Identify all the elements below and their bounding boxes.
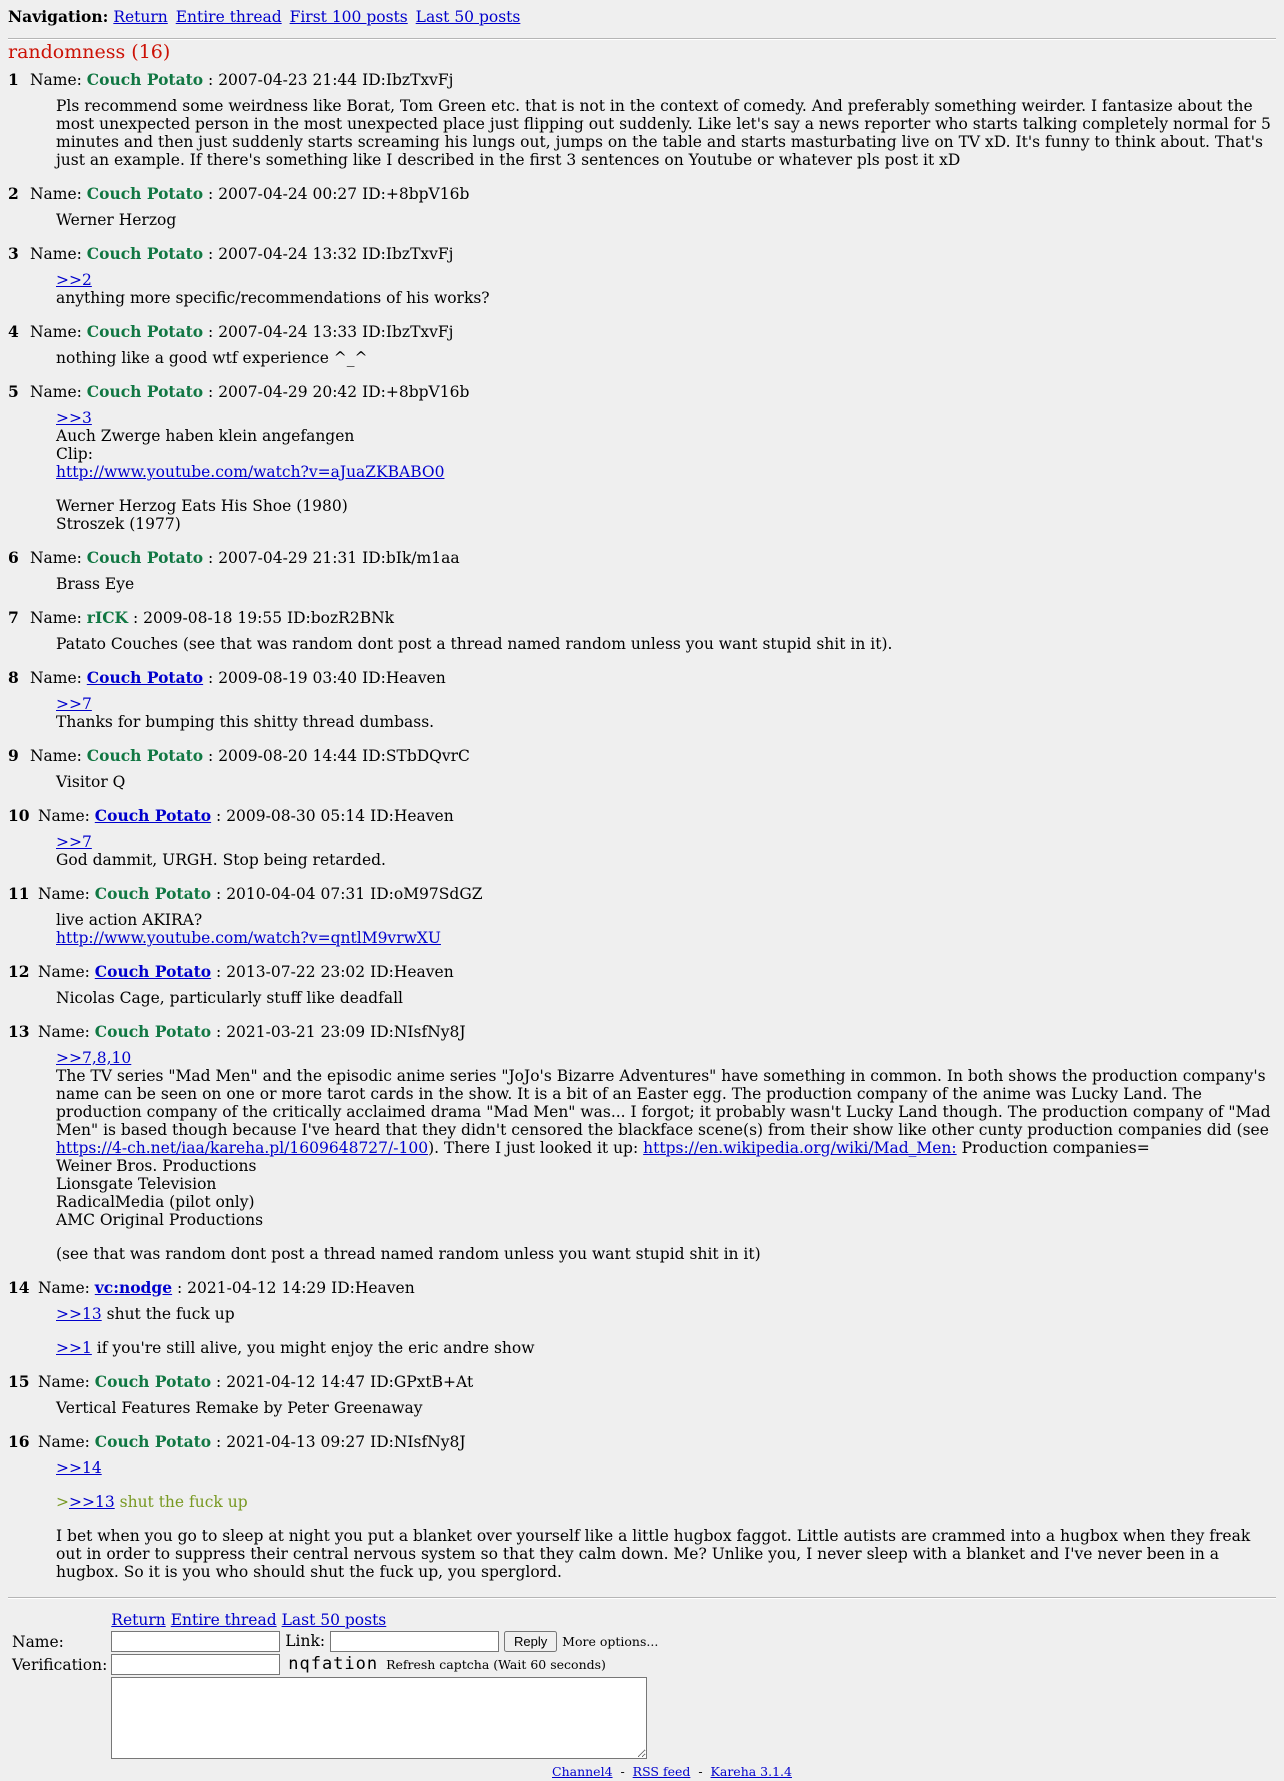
post-meta: : 2007-04-24 13:33 ID:IbzTxvFj — [208, 323, 454, 341]
nav-last-50-link[interactable]: Last 50 posts — [415, 8, 521, 26]
post — [8, 71, 1276, 169]
more-options-toggle[interactable]: More options... — [562, 1634, 659, 1649]
youtube-link[interactable]: http://www.youtube.com/watch?v=qntlM9vrwXU — [56, 929, 441, 947]
post-body — [56, 911, 1276, 947]
post-name-label: Name: — [37, 807, 90, 825]
company-item: AMC Original Productions — [56, 1211, 264, 1229]
post-number[interactable]: 6 — [8, 548, 19, 567]
post-body — [56, 989, 1276, 1007]
reply-link[interactable]: >>7 — [56, 695, 92, 713]
post-name-label: Name: — [37, 1023, 90, 1041]
poster-name: Couch Potato — [94, 1372, 212, 1391]
poster-name: Couch Potato — [86, 244, 204, 263]
post-text: Pls recommend some weirdness like Borat, Tom Green etc. that is not in the context of comedy. And preferably something weirder. I fantasize about the most unexpected person in the most unexpected place just flipping out suddenly. Like let's say a news reporter who starts talking completely normal for 5 minutes and then just suddenly starts screaming his lungs out, jumps on the table and starts masturbating live on TV xD. It's funny to think about. That's just an example. If there's something like I described in the first 3 sentences on Youtube or whatever pls post it xD — [56, 97, 1271, 169]
post-header — [8, 245, 1276, 263]
nav-entire-thread-link[interactable]: Entire thread — [175, 8, 282, 26]
post-header — [8, 609, 1276, 627]
post-name-label: Name: — [37, 963, 90, 981]
post-meta: : 2009-08-19 03:40 ID:Heaven — [208, 669, 446, 687]
poster-name-link[interactable]: Couch Potato — [86, 668, 204, 687]
post-text: Brass Eye — [56, 575, 135, 593]
post-name-label: Name: — [29, 669, 82, 687]
post — [8, 609, 1276, 653]
company-item: RadicalMedia (pilot only) — [56, 1193, 255, 1211]
nav-return-link[interactable]: Return — [113, 8, 168, 26]
post-name-label: Name: — [29, 549, 82, 567]
post-text: Nicolas Cage, particularly stuff like deadfall — [56, 989, 403, 1007]
post-number[interactable]: 15 — [8, 1372, 30, 1391]
post-meta: : 2007-04-24 00:27 ID:+8bpV16b — [208, 185, 470, 203]
link-input[interactable] — [330, 1631, 499, 1652]
post-name-label: Name: — [29, 323, 82, 341]
post-text: Patato Couches (see that was random dont post a thread named random unless you want stupid shit in it). — [56, 635, 893, 653]
post-number[interactable]: 2 — [8, 184, 19, 203]
post-text: The TV series "Mad Men" and the episodic anime series "JoJo's Bizarre Adventures" have something in common. In both shows the production company's name can be seen on one or more tarot cards in the show. It is a bit of an Easter egg. The production company of the anime was Lucky Land. The production company of the critically acclaimed drama "Mad Men" was... I forgot; it probably wasn't Lucky Land though. The production company of "Mad Men" is based though because I've heard that they didn't censored the blackface scene(s) from their show like other cunty production companies did (see — [56, 1067, 1271, 1139]
post-number[interactable]: 14 — [8, 1278, 30, 1297]
captcha-image: nqfation — [288, 1654, 379, 1674]
post-body — [56, 349, 1276, 367]
post-header — [8, 1279, 1276, 1297]
poster-name-link[interactable]: Couch Potato — [94, 806, 212, 825]
post-text: Clip: — [56, 445, 93, 463]
wikipedia-link[interactable]: https://en.wikipedia.org/wiki/Mad_Men: — [643, 1139, 957, 1157]
post-meta: : 2007-04-29 20:42 ID:+8bpV16b — [208, 383, 470, 401]
post-number[interactable]: 8 — [8, 668, 19, 687]
post-text: Thanks for bumping this shitty thread dumbass. — [56, 713, 435, 731]
post — [8, 1279, 1276, 1357]
poster-name: Couch Potato — [86, 548, 204, 567]
post-meta: : 2009-08-30 05:14 ID:Heaven — [216, 807, 454, 825]
reply-link[interactable]: >>7 — [56, 833, 92, 851]
post-text: Vertical Features Remake by Peter Greenaway — [56, 1399, 423, 1417]
post-text: Production companies= — [956, 1139, 1150, 1157]
post-text: Auch Zwerge haben klein angefangen — [56, 427, 355, 445]
poster-name: Couch Potato — [86, 70, 204, 89]
refresh-captcha-link[interactable]: Refresh captcha (Wait 60 seconds) — [386, 1657, 606, 1672]
post-number[interactable]: 1 — [8, 70, 19, 89]
spacer — [56, 1229, 1276, 1245]
post-number[interactable]: 10 — [8, 806, 30, 825]
post — [8, 1433, 1276, 1581]
post-body — [56, 575, 1276, 593]
spacer — [56, 1323, 1276, 1339]
post-header — [8, 885, 1276, 903]
poster-name: Couch Potato — [94, 1432, 212, 1451]
quote-prefix: > — [56, 1493, 69, 1511]
post-name-label: Name: — [37, 1279, 90, 1297]
post-meta: : 2010-04-04 07:31 ID:oM97SdGZ — [216, 885, 483, 903]
form-return-link[interactable]: Return — [111, 1611, 166, 1629]
post-header — [8, 1433, 1276, 1451]
post-name-label: Name: — [37, 1373, 90, 1391]
post-meta: : 2009-08-20 14:44 ID:STbDQvrC — [208, 747, 470, 765]
navigation-bar — [8, 8, 1276, 26]
footer-channel4-link[interactable]: Channel4 — [552, 1764, 613, 1779]
poster-name: Couch Potato — [94, 884, 212, 903]
post-header — [8, 383, 1276, 401]
post-meta: : 2007-04-29 21:31 ID:bIk/m1aa — [208, 549, 460, 567]
poster-name-link[interactable]: Couch Potato — [94, 962, 212, 981]
post-text: anything more specific/recommendations of his works? — [56, 289, 490, 307]
footer-kareha-link[interactable]: Kareha 3.1.4 — [710, 1764, 792, 1779]
post-meta: : 2009-08-18 19:55 ID:bozR2BNk — [132, 609, 395, 627]
post-name-label: Name: — [29, 747, 82, 765]
post-header — [8, 963, 1276, 981]
post-header — [8, 747, 1276, 765]
footer-separator: - — [698, 1764, 703, 1779]
post-body — [56, 695, 1276, 731]
link-field-label: Link: — [285, 1632, 326, 1650]
form-last-50-link[interactable]: Last 50 posts — [281, 1611, 387, 1629]
reply-link[interactable]: >>1 — [56, 1339, 92, 1357]
thread-title: randomness (16) — [8, 41, 171, 63]
post-header — [8, 549, 1276, 567]
post-header — [8, 1023, 1276, 1041]
footer — [68, 1763, 1276, 1781]
form-nav-links — [110, 1611, 659, 1629]
reply-link[interactable]: >>13 — [69, 1493, 115, 1511]
post — [8, 807, 1276, 869]
spacer — [56, 481, 1276, 497]
post-body — [56, 211, 1276, 229]
reply-link[interactable]: >>14 — [56, 1459, 102, 1477]
quote-text: shut the fuck up — [114, 1493, 248, 1511]
post-header — [8, 323, 1276, 341]
post-meta: : 2021-03-21 23:09 ID:NIsfNy8J — [216, 1023, 466, 1041]
post-header — [8, 1373, 1276, 1391]
greentext-quote — [56, 1493, 248, 1511]
footer-rss-link[interactable]: RSS feed — [632, 1764, 691, 1779]
post-header — [8, 669, 1276, 687]
post-meta: : 2013-07-22 23:02 ID:Heaven — [216, 963, 454, 981]
comment-textarea[interactable] — [111, 1677, 647, 1759]
post — [8, 1023, 1276, 1263]
youtube-link[interactable]: http://www.youtube.com/watch?v=aJuaZKBABO0 — [56, 463, 445, 481]
post-body — [56, 97, 1276, 169]
poster-name-link[interactable]: vc:nodge — [94, 1278, 173, 1297]
post-name-label: Name: — [29, 245, 82, 263]
post-text: ). There I just looked it up: — [428, 1139, 644, 1157]
poster-name: Couch Potato — [86, 184, 204, 203]
post-text: live action AKIRA? — [56, 911, 203, 929]
reply-button[interactable]: Reply — [504, 1631, 557, 1652]
post-name-label: Name: — [37, 885, 90, 903]
post-body — [56, 1305, 1276, 1357]
name-input[interactable] — [111, 1631, 280, 1652]
post-body — [56, 1399, 1276, 1417]
post-number[interactable]: 4 — [8, 322, 19, 341]
post — [8, 1373, 1276, 1417]
nav-first-100-link[interactable]: First 100 posts — [289, 8, 408, 26]
post-text: Werner Herzog — [56, 211, 177, 229]
post-number[interactable]: 13 — [8, 1022, 30, 1041]
post-name-label: Name: — [37, 1433, 90, 1451]
post-meta: : 2007-04-24 13:32 ID:IbzTxvFj — [208, 245, 454, 263]
footer-separator: - — [620, 1764, 625, 1779]
post-meta: : 2021-04-12 14:29 ID:Heaven — [177, 1279, 415, 1297]
poster-name: Couch Potato — [86, 322, 204, 341]
poster-name: Couch Potato — [86, 382, 204, 401]
post — [8, 747, 1276, 791]
post-number[interactable]: 5 — [8, 382, 19, 401]
post-number[interactable]: 9 — [8, 746, 19, 765]
reply-link[interactable]: >>7,8,10 — [56, 1049, 132, 1067]
post-text: shut the fuck up — [101, 1305, 235, 1323]
post — [8, 669, 1276, 731]
reply-link[interactable]: >>13 — [56, 1305, 102, 1323]
divider — [8, 1597, 1276, 1599]
poster-name: Couch Potato — [94, 1022, 212, 1041]
post-number[interactable]: 12 — [8, 962, 30, 981]
post-number[interactable]: 3 — [8, 244, 19, 263]
post — [8, 549, 1276, 593]
post-text: (see that was random dont post a thread named random unless you want stupid shit in it) — [56, 1245, 761, 1263]
post-text: Werner Herzog Eats His Shoe (1980) — [56, 497, 348, 515]
reply-link[interactable]: >>2 — [56, 271, 92, 289]
divider — [8, 38, 1276, 40]
post-text: Stroszek (1977) — [56, 515, 181, 533]
post-body — [56, 773, 1276, 791]
post-body — [56, 1459, 1276, 1581]
post-text: Visitor Q — [56, 773, 126, 791]
post-number[interactable]: 16 — [8, 1432, 30, 1451]
post-text: I bet when you go to sleep at night you put a blanket over yourself like a little hugbox faggot. Little autists are crammed into a hugbox when they freak out in order to suppress their central nervous system so that they calm down. Me? Unlike you, I never sleep with a blanket and I've never been in a hugbox. So it is you who should shut the fuck up, you sperglord. — [56, 1527, 1251, 1581]
reply-link[interactable]: >>3 — [56, 409, 92, 427]
post-name-label: Name: — [29, 609, 82, 627]
post-name-label: Name: — [29, 71, 82, 89]
post-header — [8, 71, 1276, 89]
post — [8, 185, 1276, 229]
post-name-label: Name: — [29, 185, 82, 203]
spacer — [56, 1511, 1276, 1527]
post — [8, 885, 1276, 947]
post-body — [56, 635, 1276, 653]
post — [8, 323, 1276, 367]
name-field-label: Name: — [12, 1632, 64, 1651]
form-entire-thread-link[interactable]: Entire thread — [170, 1611, 277, 1629]
post-text: nothing like a good wtf experience ^_^ — [56, 349, 368, 367]
post-header — [8, 185, 1276, 203]
company-item: Weiner Bros. Productions — [56, 1157, 257, 1175]
post-name-label: Name: — [29, 383, 82, 401]
navigation-label: Navigation: — [8, 7, 109, 26]
post-number[interactable]: 11 — [8, 884, 30, 903]
post-number[interactable]: 7 — [8, 608, 19, 627]
post — [8, 963, 1276, 1007]
poster-name: rICK — [86, 608, 129, 627]
kareha-link[interactable]: https://4-ch.net/iaa/kareha.pl/1609648727/-100 — [56, 1139, 429, 1157]
reply-form — [9, 1609, 661, 1765]
post-meta: : 2007-04-23 21:44 ID:IbzTxvFj — [208, 71, 454, 89]
spacer — [56, 1477, 1276, 1493]
captcha-input[interactable] — [111, 1654, 280, 1675]
post-header — [8, 807, 1276, 825]
post-body — [56, 833, 1276, 869]
post-text: God dammit, URGH. Stop being retarded. — [56, 851, 386, 869]
verification-label: Verification: — [12, 1655, 108, 1674]
post — [8, 383, 1276, 533]
company-item: Lionsgate Television — [56, 1175, 217, 1193]
poster-name: Couch Potato — [86, 746, 204, 765]
post-body — [56, 409, 1276, 533]
post-body — [56, 271, 1276, 307]
post-body — [56, 1049, 1276, 1263]
post-meta: : 2021-04-13 09:27 ID:NIsfNy8J — [216, 1433, 466, 1451]
post-text: if you're still alive, you might enjoy the eric andre show — [91, 1339, 535, 1357]
post — [8, 245, 1276, 307]
post-meta: : 2021-04-12 14:47 ID:GPxtB+At — [216, 1373, 474, 1391]
